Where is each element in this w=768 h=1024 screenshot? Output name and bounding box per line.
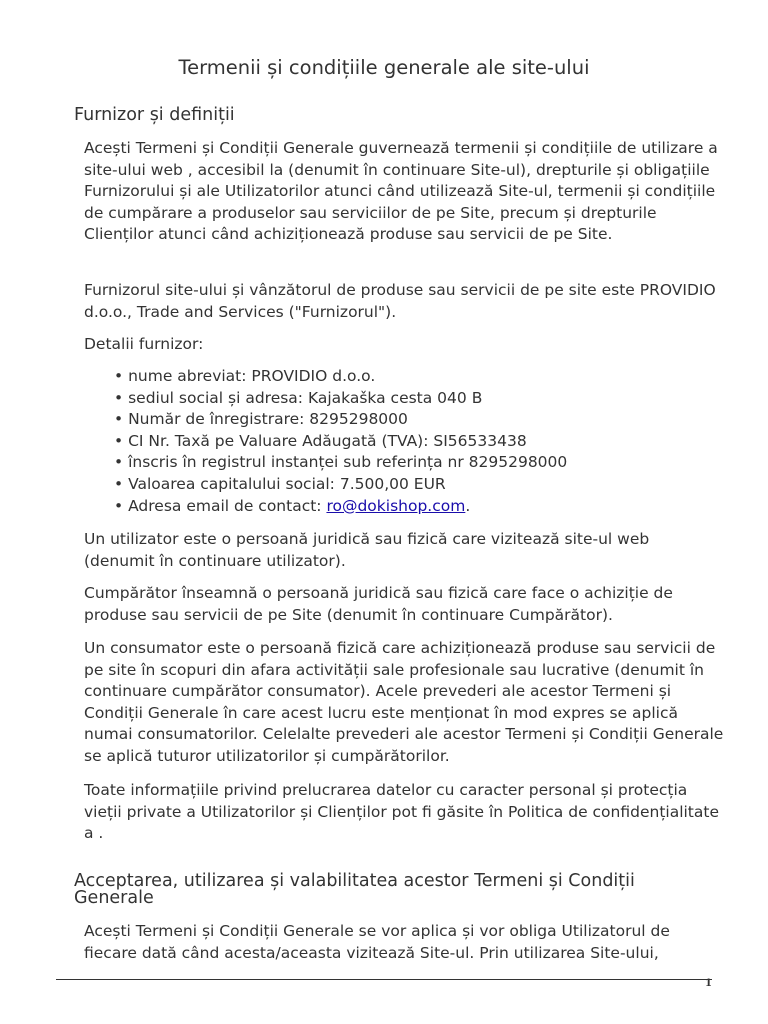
list-item: • înscris în registrul instanței sub referința nr 8295298000 — [114, 452, 714, 474]
paragraph-acceptance: Acești Termeni și Condiții Generale se vor aplica și vor obliga Utilizatorul de fiecare dată când acesta/aceasta vizitează Site-ul. Prin utilizarea Site-ului, — [84, 922, 670, 962]
list-item: • nume abreviat: PROVIDIO d.o.o. — [114, 366, 714, 388]
contact-after: . — [465, 496, 471, 515]
paragraph-supplier-details-label: Detalii furnizor: — [84, 335, 204, 353]
contact-email-link[interactable]: ro@dokishop.com — [326, 496, 466, 515]
list-item: • Număr de înregistrare: 8295298000 — [114, 409, 714, 431]
section-heading-supplier: Furnizor și definiții — [74, 105, 235, 125]
paragraph-consumer-definition: Un consumator este o persoană fizică care achiziționează produse sau servicii de pe site în scopuri din afara activității sale profesionale sau lucrative (denumit în continuare cumpărător consumator). Acele prevederi ale acestor Termeni și Condiții Generale în care acest lucru este menționat în mod expres se aplică numai consumatorilor. Celelalte prevederi ale acestor Termeni și Condiții Generale se aplică tuturor utilizatorilor și cumpărătorilor. — [84, 639, 724, 765]
list-item-contact — [114, 496, 714, 518]
paragraph-buyer-definition: Cumpărător înseamnă o persoană juridică sau fizică care face o achiziție de produse sau servicii de pe Site (denumit în continuare Cumpărător). — [84, 584, 673, 624]
list-item: • CI Nr. Taxă pe Valuare Adăugată (TVA): SI56533438 — [114, 431, 714, 453]
section-heading-acceptance: Acceptarea, utilizarea și valabilitatea acestor Termeni și Condiții Generale — [74, 871, 635, 908]
list-item: • Valoarea capitalului social: 7.500,00 EUR — [114, 474, 714, 496]
paragraph-user-definition: Un utilizator este o persoană juridică sau fizică care vizitează site-ul web (denumit în continuare utilizator). — [84, 530, 650, 570]
paragraph-intro: Acești Termeni și Condiții Generale guvernează termenii și condițiile de utilizare a site-ului web , accesibil la (denumit în continuare Site-ul), drepturile și obligațiile Furnizorului și ale Utilizatorilor atunci când utilizează Site-ul, termenii și condițiile de cumpărare a produselor sau serviciilor de pe Site, precum și drepturile Clienților atunci când achiziționează produse sau servicii de pe Site. — [84, 139, 718, 244]
page-number: 1 — [705, 978, 712, 989]
paragraph-privacy: Toate informațiile privind prelucrarea datelor cu caracter personal și protecția vieții private a Utilizatorilor și Clienților pot fi găsite în Politica de confidențialitate a . — [84, 781, 720, 843]
paragraph-supplier: Furnizorul site-ului și vânzătorul de produse sau servicii de pe site este PROVIDIO d.o.o., Trade and Services ("Furnizorul"). — [84, 281, 716, 321]
list-item: • sediul social și adresa: Kajakaška cesta 040 B — [114, 388, 714, 410]
footer-divider — [56, 979, 712, 980]
supplier-details-list — [114, 366, 714, 517]
page-title: Termenii și condițiile generale ale site-ului — [178, 56, 590, 79]
contact-label: Adresa email de contact: — [128, 496, 327, 515]
